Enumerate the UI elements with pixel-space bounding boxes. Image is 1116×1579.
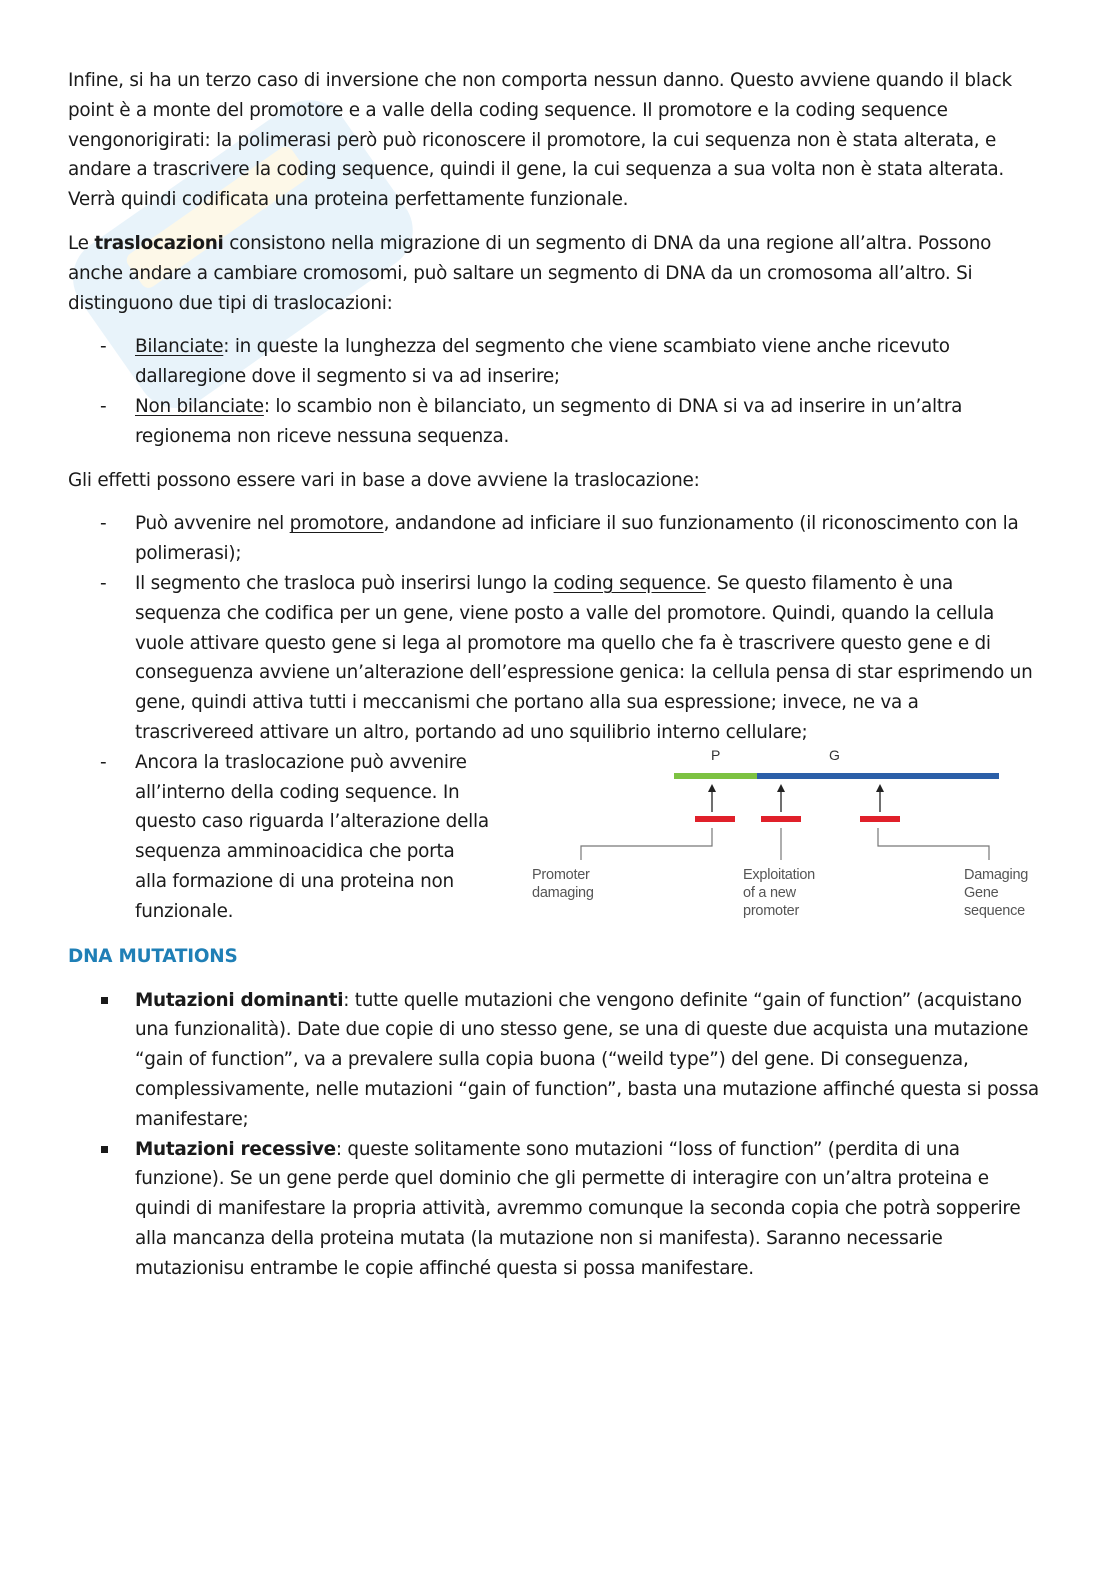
paragraph-translocations <box>68 229 1043 318</box>
term-bilanciate: Bilanciate <box>135 336 224 358</box>
mutations-list <box>68 986 1043 1284</box>
list-item <box>68 748 1043 928</box>
caption-promoter-damaging: Promoter damaging <box>532 866 594 901</box>
list-item <box>68 392 1043 452</box>
list-item-text: - Ancora la traslocazione può avvenire all’interno della coding sequence. In questo caso riguarda l’alterazione della sequenza amminoacidica che porta alla formazione di una proteina non funzionale. <box>135 751 489 922</box>
list-item <box>68 509 1043 569</box>
term-coding-sequence: coding sequence <box>553 572 706 594</box>
translocation-diagram <box>529 742 1049 924</box>
list-item <box>68 332 1043 392</box>
list-item-text: : tutte quelle mutazioni che vengono definite “gain of function” (acquistano una funzionalità). Date due copie di uno stesso gene, se una di queste due acquista una mutazione “gain of function”, va a prevalere sulla copia buona (“weild type”) del gene. Di conseguenza, complessivamente, nelle mutazioni “gain of function”, basta una mutazione affinché questa si possa manifestare; <box>135 989 1039 1130</box>
list-item <box>68 569 1043 748</box>
paragraph-inversion: Infine, si ha un terzo caso di inversione che non comporta nessun danno. Questo avviene quando il black point è a monte del promotore e a valle della coding sequence. Il promotore e la coding sequence vengonorigirati: la polimerasi però può riconoscere il promotore, la cui sequenza non è stata alterata, e andare a trascrivere la coding sequence, quindi il gene, la cui sequenza a sua volta non è stata alterata. Verrà quindi codificata una proteina perfettamente funzionale. <box>68 70 1012 211</box>
term-promotore: promotore <box>289 513 384 535</box>
list-item-text: , andandone ad inficiare il suo funzionamento (il riconoscimento con la polimerasi); <box>135 513 1019 565</box>
list-item-text: : lo scambio non è bilanciato, un segmento di DNA si va ad inserire in un’altra regionema non riceve nessuna sequenza. <box>135 395 963 447</box>
caption-damaging-gene-sequence: Damaging Gene sequence <box>964 866 1029 919</box>
list-item-text: . Se questo filamento è una sequenza che codifica per un gene, viene posto a valle del promotore. Quindi, quando la cellula vuole attivare questo gene si lega al promotore ma quello che fa è trascrivere questo gene e di conseguenza avviene un’alterazione dell’espressione genica: la cellula pensa di star esprimendo un gene, quindi attiva tutti i meccanismi che portano alla sua espressione; invece, ne va a trascrivereed attivare un altro, portando ad uno squilibrio interno cellulare; <box>135 572 1033 743</box>
label-p: P <box>711 746 721 763</box>
caption-exploitation-new-promoter: Exploitation of a new promoter <box>743 866 815 919</box>
list-item <box>68 1135 1043 1284</box>
arrows <box>708 784 884 812</box>
translocation-types-list <box>68 332 1043 451</box>
document-page <box>68 66 1043 1298</box>
list-item-text: : queste solitamente sono mutazioni “loss of function” (perdita di una funzione). Se un gene perde quel dominio che gli permette di interagire con un’altra proteina e quindi di manifestare la propria attività, avremmo comunque la seconda copia che potrà sopperire alla mancanza della proteina mutata (la mutazione non si manifesta). Saranno necessarie mutazionisu entrambe le copie affinché questa si possa manifestare. <box>135 1138 1021 1279</box>
text: Le <box>68 232 95 254</box>
text: consistono nella migrazione di un segmento di DNA da una regione all’altra. Possono anche andare a cambiare cromosomi, può saltare un segmento di DNA da un cromosoma all’altro. Si distinguono due tipi di traslocazioni: <box>68 232 992 314</box>
term-non-bilanciate: Non bilanciate <box>135 395 264 417</box>
paragraph-effects-intro: Gli effetti possono essere vari in base a dove avviene la traslocazione: <box>68 469 700 491</box>
term-mutazioni-dominanti: Mutazioni dominanti <box>135 989 344 1011</box>
list-item-text: : in queste la lunghezza del segmento che viene scambiato viene anche ricevuto dallaregione dove il segmento si va ad inserire; <box>135 336 950 388</box>
term-traslocazioni: traslocazioni <box>94 232 224 254</box>
term-mutazioni-recessive: Mutazioni recessive <box>135 1138 336 1160</box>
list-item-text: Il segmento che trasloca può inserirsi lungo la <box>135 572 554 594</box>
label-g: G <box>829 746 840 763</box>
effects-list <box>68 509 1043 927</box>
list-item-text: Può avvenire nel <box>135 513 290 535</box>
section-heading: DNA MUTATIONS <box>68 945 238 967</box>
connector-lines <box>581 828 989 860</box>
list-item <box>68 986 1043 1135</box>
